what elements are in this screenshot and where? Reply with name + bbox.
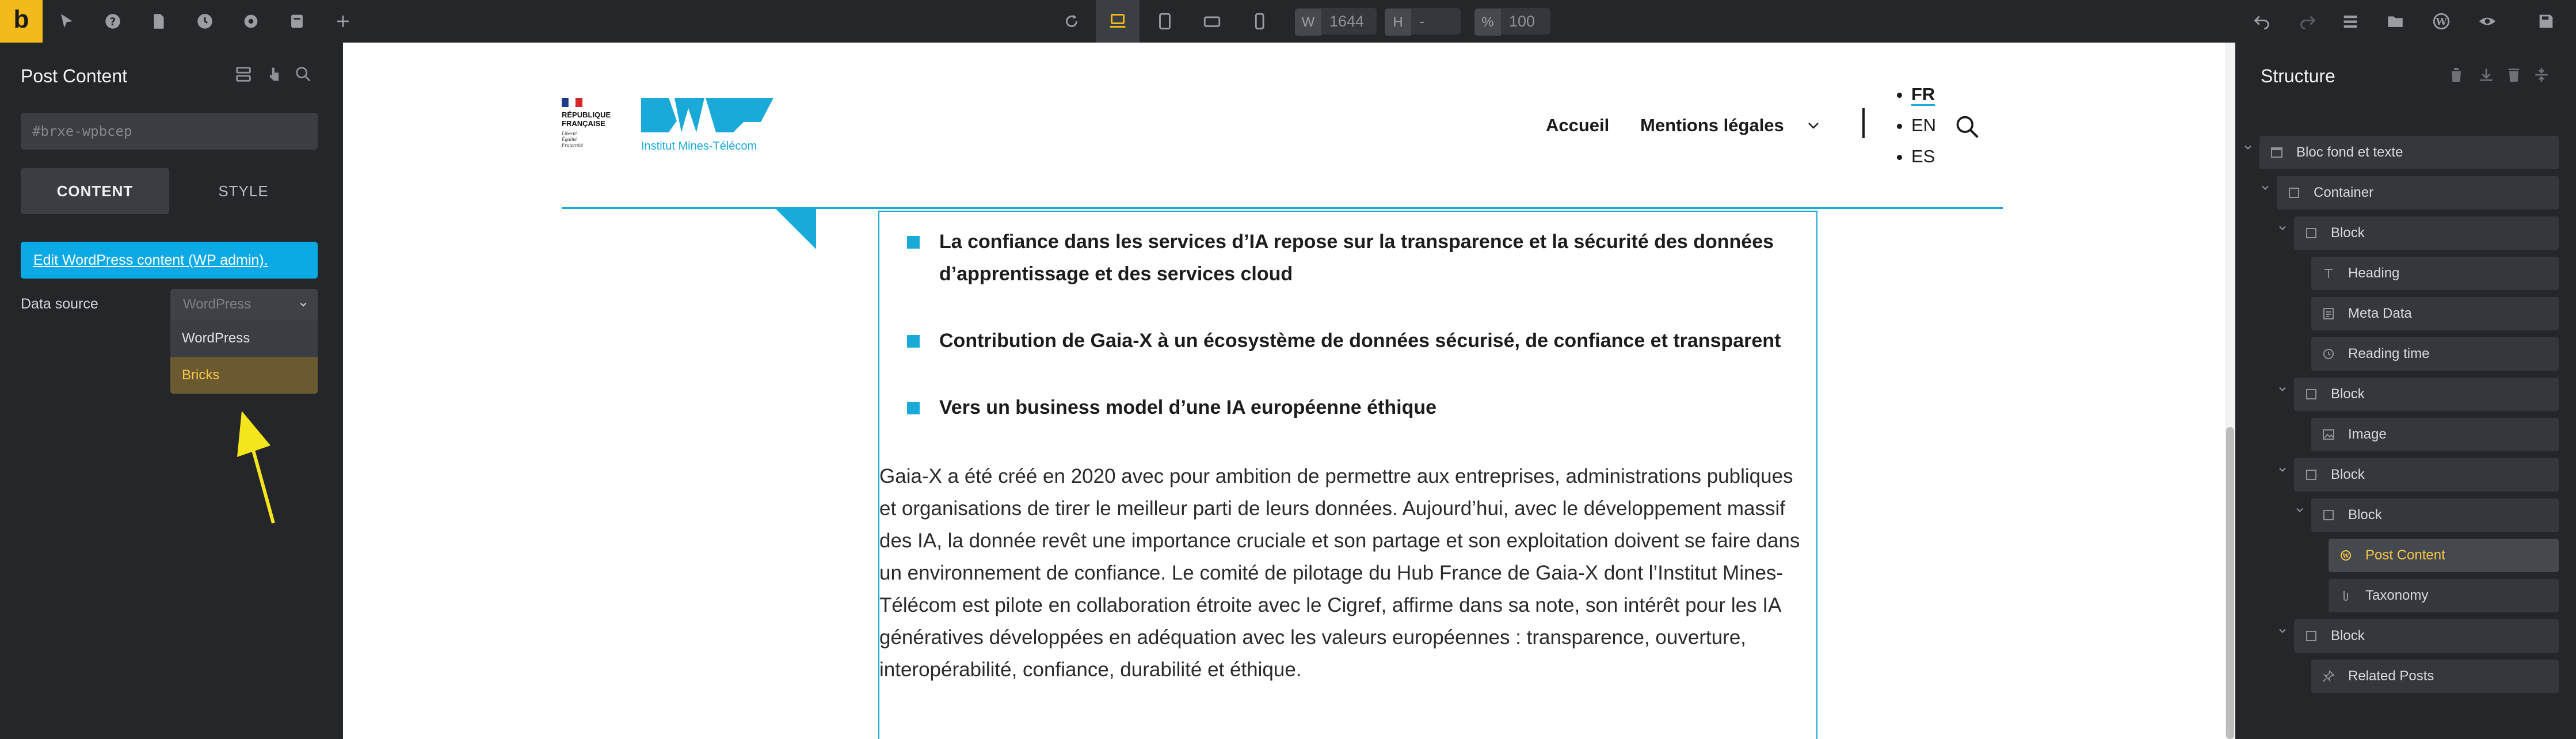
tree-item-meta-data[interactable]	[2311, 297, 2559, 330]
body-paragraph: Gaia-X a été créé en 2020 avec pour ambition de permettre aux entreprises, administrations publiques et organisations de tirer le meilleur parti de leurs données. Aujourd’hui, avec le développement massif des IA, la donnée revêt une importance cruciale et son partage et son exploitation doivent se faire dans un environnement de confiance. Le comité de pilotage du Hub France de Gaia-X dont l’Institut Mines-Télécom est pilote en collaboration étroite avec le Cigref, affirme dans sa note, son intérêt pour les IA génératives développées en adéquation avec les valeurs européennes : transparence, ouverture, interopérabilité, confiance, durabilité et éthique.	[879, 465, 1800, 681]
tree-item-label: Block	[2331, 386, 2365, 402]
list-item-text: Contribution de Gaia-X à un écosystème de données sécurisé, de confiance et transparent	[939, 330, 1781, 352]
search-icon[interactable]	[1954, 114, 1980, 139]
tree-item-post-content[interactable]	[2329, 539, 2559, 572]
tree-item-block[interactable]	[2294, 216, 2559, 250]
block-icon	[2304, 226, 2318, 240]
chevron-down-icon[interactable]	[2242, 142, 2254, 153]
language-fr[interactable]	[1897, 84, 1935, 105]
container-icon	[2287, 186, 2301, 200]
tree-item-label: Reading time	[2348, 346, 2430, 361]
height-value: -	[1419, 13, 1424, 30]
tree-item-block[interactable]	[2311, 498, 2559, 532]
width-label: W	[1295, 9, 1321, 36]
tree-item-taxonomy[interactable]	[2329, 579, 2559, 612]
block-icon	[2304, 468, 2318, 482]
element-hover-icon[interactable]	[265, 64, 284, 84]
redo-icon[interactable]	[2295, 9, 2320, 34]
tree-item-label: Block	[2331, 467, 2365, 482]
tree-item-label: Bloc fond et texte	[2296, 144, 2403, 160]
cursor-icon[interactable]	[54, 9, 79, 34]
collapse-icon[interactable]	[2532, 66, 2551, 84]
top-toolbar	[0, 0, 2576, 43]
list-bullet	[1897, 155, 1902, 160]
search-icon[interactable]	[294, 64, 313, 84]
language-fr-label: FR	[1911, 84, 1935, 106]
add-icon[interactable]	[330, 9, 356, 34]
svg-text:?: ?	[109, 16, 116, 29]
language-es-label: ES	[1911, 146, 1935, 166]
bullet-square	[907, 402, 920, 414]
list-bullet	[1897, 93, 1902, 98]
block-icon	[2304, 387, 2318, 401]
tab-content[interactable]: CONTENT	[21, 168, 169, 214]
folder-icon[interactable]	[2383, 9, 2408, 34]
list-item-text: La confiance dans les services d’IA repose sur la transparence et la sécurité des données d’apprentissage et des services cloud	[939, 231, 1774, 285]
chevron-down-icon[interactable]	[1805, 119, 1822, 132]
clock-icon	[2322, 347, 2335, 361]
tree-item-block[interactable]	[2294, 458, 2559, 492]
help-icon[interactable]	[100, 9, 125, 34]
element-settings-panel	[0, 43, 343, 739]
tag-icon	[2339, 589, 2353, 603]
list-bullet	[1897, 124, 1902, 129]
wordpress-icon	[2339, 548, 2353, 562]
tree-item-label: Block	[2331, 225, 2365, 241]
decorative-triangle	[776, 209, 816, 249]
width-field[interactable]	[1295, 8, 1377, 35]
section-icon	[2270, 146, 2284, 159]
block-icon	[2304, 629, 2318, 643]
tree-item-label: Meta Data	[2348, 306, 2412, 321]
undo-icon[interactable]	[2249, 9, 2274, 34]
list-item-text: Vers un business model d’une IA européenne éthique	[939, 397, 1437, 418]
tree-item-related-posts[interactable]	[2311, 660, 2559, 693]
data-source-option-bricks[interactable]: Bricks	[170, 357, 318, 394]
tree-item-label: Image	[2348, 426, 2387, 442]
builder-canvas	[343, 43, 2235, 739]
svg-text:W: W	[2436, 16, 2447, 28]
tablet-portrait-icon[interactable]	[1152, 9, 1178, 34]
tree-item-label: Post Content	[2365, 547, 2445, 563]
list-item	[907, 325, 1805, 357]
history-icon[interactable]	[192, 9, 218, 34]
tree-item-heading[interactable]	[2311, 257, 2559, 290]
svg-text:W: W	[2342, 553, 2349, 559]
tablet-landscape-icon[interactable]	[1199, 9, 1225, 34]
zoom-value: 100	[1509, 13, 1535, 30]
tree-item-label: Taxonomy	[2365, 588, 2429, 603]
structure-title: Structure	[2261, 66, 2335, 86]
edit-wordpress-content-link[interactable]: Edit WordPress content (WP admin).	[21, 242, 318, 279]
tree-item-label: Heading	[2348, 265, 2400, 281]
rf-line2: FRANÇAISE	[562, 119, 605, 128]
laptop-icon	[1107, 10, 1128, 31]
chevron-down-icon[interactable]	[2277, 464, 2288, 475]
chevron-down-icon	[298, 299, 308, 310]
page-preview	[343, 43, 2235, 739]
height-field[interactable]	[1385, 8, 1461, 35]
rf-motto3: Fraternité	[562, 142, 583, 148]
list-item	[907, 226, 1805, 290]
language-en-label: EN	[1911, 115, 1937, 135]
panel-title: Post Content	[21, 66, 127, 86]
chevron-down-icon[interactable]	[2277, 625, 2288, 637]
zoom-field[interactable]	[1474, 8, 1550, 35]
image-icon	[2322, 428, 2335, 441]
save-icon[interactable]	[2533, 9, 2559, 34]
annotation-arrow-icon	[230, 411, 294, 526]
tree-item-label: Block	[2331, 628, 2365, 643]
tree-item-block[interactable]	[2294, 378, 2559, 411]
class-toggle-icon[interactable]	[234, 64, 253, 84]
data-source-label: Data source	[21, 296, 98, 312]
nav-link-mentions-legales[interactable]: Mentions légales	[1640, 115, 1784, 135]
imt-caption: Institut Mines-Télécom	[641, 140, 757, 153]
preview-eye-icon[interactable]	[2475, 9, 2500, 34]
heading-icon	[2322, 266, 2335, 280]
mobile-icon[interactable]	[1247, 9, 1272, 34]
tab-style[interactable]: STYLE	[218, 182, 269, 200]
tree-item-label: Related Posts	[2348, 668, 2434, 684]
tree-item-label: Block	[2348, 507, 2382, 523]
institut-mines-telecom-logo	[641, 98, 791, 161]
tree-item-block[interactable]	[2294, 619, 2559, 653]
language-en[interactable]	[1897, 115, 1936, 136]
tree-item-label: Container	[2314, 185, 2374, 200]
meta-data-icon	[2322, 307, 2335, 321]
reload-icon[interactable]	[1059, 9, 1084, 34]
structure-panel	[2235, 43, 2576, 739]
css-id-field[interactable]: #brxe-wpbcep	[21, 113, 318, 150]
rf-motto1: Liberté	[562, 131, 577, 136]
tree-item-section[interactable]	[2259, 136, 2559, 169]
download-icon[interactable]	[2477, 66, 2495, 84]
clear-icon[interactable]	[2447, 66, 2466, 84]
nav-separator	[1862, 108, 1865, 138]
chevron-down-icon[interactable]	[2277, 222, 2288, 234]
data-source-selected: WordPress	[183, 296, 251, 312]
rf-motto2: Égalité	[562, 136, 577, 142]
templates-icon[interactable]	[284, 9, 310, 34]
wordpress-icon[interactable]	[2429, 9, 2454, 34]
zoom-label: %	[1474, 9, 1501, 36]
viewport-desktop-button[interactable]	[1096, 0, 1140, 43]
tree-item-container[interactable]	[2277, 176, 2559, 209]
chevron-down-icon[interactable]	[2277, 383, 2288, 395]
data-source-option-wordpress[interactable]: WordPress	[170, 320, 318, 357]
bullet-square	[907, 236, 920, 249]
language-es[interactable]	[1897, 146, 1935, 167]
settings-gear-icon[interactable]	[238, 9, 264, 34]
nav-link-accueil[interactable]: Accueil	[1546, 115, 1610, 135]
width-value: 1644	[1329, 13, 1365, 30]
delete-icon[interactable]	[2505, 66, 2523, 84]
bullet-square	[907, 335, 920, 348]
block-icon	[2322, 508, 2335, 522]
list-item	[907, 391, 1805, 424]
tree-item-reading-time[interactable]	[2311, 337, 2559, 371]
height-label: H	[1385, 9, 1411, 36]
chevron-down-icon[interactable]	[2294, 504, 2306, 516]
data-source-select[interactable]	[170, 289, 318, 320]
pages-icon[interactable]	[146, 9, 172, 34]
structure-panel-icon[interactable]	[2338, 9, 2363, 34]
republique-francaise-logo	[562, 98, 631, 161]
pin-icon	[2322, 669, 2335, 683]
bricks-logo[interactable]: b	[0, 0, 43, 43]
rf-line1: RÉPUBLIQUE	[562, 111, 611, 119]
chevron-down-icon[interactable]	[2259, 182, 2271, 193]
canvas-scrollbar-thumb[interactable]	[2226, 427, 2234, 739]
tree-item-image[interactable]	[2311, 418, 2559, 451]
